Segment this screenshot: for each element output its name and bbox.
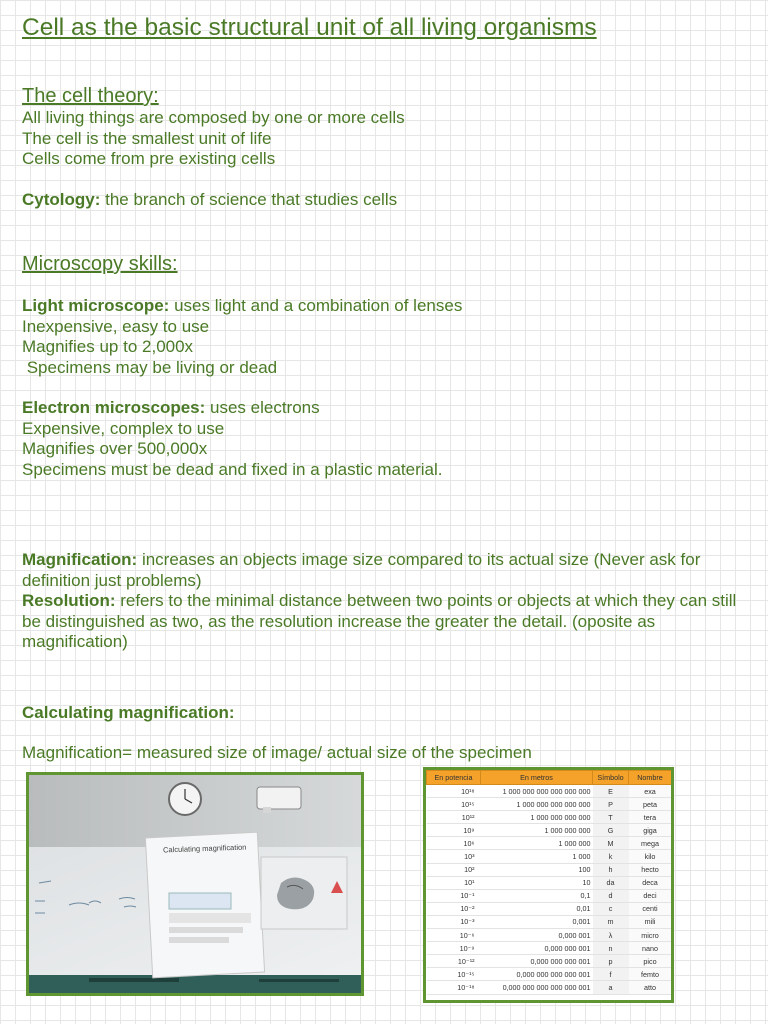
prefix-table: [426, 770, 672, 995]
magnification-term: Magnification:: [22, 550, 138, 569]
table-cell: 0,000 000 000 001: [481, 955, 593, 968]
table-row: [427, 798, 672, 811]
light-microscope-line: Magnifies up to 2,000x: [22, 337, 194, 356]
table-cell: 10⁻¹⁵: [427, 968, 481, 981]
table-cell: pico: [629, 955, 672, 968]
table-cell: 0,001: [481, 915, 593, 928]
table-cell: exa: [629, 785, 672, 798]
table-row: [427, 942, 672, 955]
table-cell: tera: [629, 811, 672, 824]
table-cell: deca: [629, 876, 672, 889]
table-cell: mega: [629, 837, 672, 850]
table-row: [427, 811, 672, 824]
table-cell: centi: [629, 902, 672, 915]
table-row: [427, 824, 672, 837]
cytology-text: the branch of science that studies cells: [100, 189, 398, 209]
table-row: [427, 889, 672, 902]
electron-microscope-line: Specimens must be dead and fixed in a plastic material.: [22, 459, 443, 479]
table-row: [427, 785, 672, 798]
table-cell: m: [593, 915, 629, 928]
table-cell: T: [593, 811, 629, 824]
table-cell: 1 000 000 000 000 000: [481, 798, 593, 811]
table-header-row: [427, 771, 672, 785]
cell-theory-heading: The cell theory:: [22, 85, 159, 107]
table-cell: h: [593, 863, 629, 876]
column-header: En metros: [481, 771, 593, 785]
table-row: [427, 981, 672, 994]
table-cell: 10⁻²: [427, 902, 481, 915]
table-cell: peta: [629, 798, 672, 811]
table-row: [427, 902, 672, 915]
magnification-formula: Magnification= measured size of image/ actual size of the specimen: [22, 743, 532, 762]
electron-microscope-definition: [22, 398, 752, 419]
table-cell: da: [593, 876, 629, 889]
table-cell: 0,000 000 000 000 000 001: [481, 981, 593, 994]
light-microscope-definition: [22, 296, 752, 317]
microscopy-heading: Microscopy skills:: [22, 253, 178, 275]
light-microscope-term: Light microscope:: [22, 296, 170, 315]
table-cell: 10⁻⁹: [427, 942, 481, 955]
table-cell: 1 000: [481, 850, 593, 863]
table-cell: 0,01: [481, 902, 593, 915]
table-row: [427, 850, 672, 863]
classroom-photo: [26, 772, 364, 996]
table-cell: nano: [629, 942, 672, 955]
calculating-heading: Calculating magnification:: [22, 702, 235, 722]
table-row: [427, 968, 672, 981]
light-microscope-line: Specimens may be living or dead: [22, 357, 278, 377]
table-cell: 10¹⁵: [427, 798, 481, 811]
table-cell: 10²: [427, 863, 481, 876]
table-cell: 10³: [427, 850, 481, 863]
table-cell: G: [593, 824, 629, 837]
clock-icon: [169, 783, 201, 815]
magnification-definition: [22, 550, 752, 591]
table-cell: 0,000 000 001: [481, 942, 593, 955]
table-cell: mili: [629, 915, 672, 928]
table-cell: a: [593, 981, 629, 994]
magnification-text: increases an objects image size compared to its actual size (Never ask for definition just problems): [22, 550, 701, 590]
cell-theory-line: All living things are composed by one or more cells: [22, 108, 405, 127]
table-cell: M: [593, 837, 629, 850]
table-row: [427, 915, 672, 928]
electron-microscope-term: Electron microscopes:: [22, 398, 206, 417]
table-cell: p: [593, 955, 629, 968]
table-cell: 100: [481, 863, 593, 876]
table-cell: 10⁻³: [427, 915, 481, 928]
table-row: [427, 929, 672, 942]
column-header: En potencia: [427, 771, 481, 785]
table-cell: 10⁻¹²: [427, 955, 481, 968]
electron-microscope-line: Expensive, complex to use: [22, 418, 225, 438]
table-cell: f: [593, 968, 629, 981]
classroom-photo-drawing: [29, 775, 361, 993]
table-cell: micro: [629, 929, 672, 942]
slide-title: Calculating magnification: [162, 842, 247, 855]
table-cell: kilo: [629, 850, 672, 863]
metric-prefix-table: [423, 767, 674, 1003]
resolution-text: refers to the minimal distance between two points or objects at which they can still be distinguished as two, as the resolution increase the greater the detail. (oposite as magnification): [22, 591, 737, 651]
note-page: [22, 12, 752, 764]
table-body: [427, 785, 672, 995]
table-cell: d: [593, 889, 629, 902]
table-cell: 1 000 000 000: [481, 824, 593, 837]
electron-microscope-line: Magnifies over 500,000x: [22, 439, 208, 458]
electron-microscope-text: uses electrons: [205, 398, 320, 417]
table-cell: λ: [593, 929, 629, 942]
table-cell: 10⁻⁶: [427, 929, 481, 942]
cell-theory-line: Cells come from pre existing cells: [22, 149, 276, 168]
table-cell: 10⁹: [427, 824, 481, 837]
table-cell: k: [593, 850, 629, 863]
table-cell: giga: [629, 824, 672, 837]
column-header: Nombre: [629, 771, 672, 785]
table-cell: femto: [629, 968, 672, 981]
table-cell: hecto: [629, 863, 672, 876]
table-row: [427, 876, 672, 889]
table-cell: c: [593, 902, 629, 915]
table-cell: 10¹: [427, 876, 481, 889]
table-row: [427, 863, 672, 876]
light-microscope-line: Inexpensive, easy to use: [22, 316, 210, 336]
cytology-definition: [22, 190, 752, 211]
table-cell: 10¹²: [427, 811, 481, 824]
resolution-definition: [22, 591, 752, 653]
table-cell: 1 000 000 000 000 000 000: [481, 785, 593, 798]
cell-theory-line: The cell is the smallest unit of life: [22, 128, 272, 148]
table-cell: n: [593, 942, 629, 955]
page-title: Cell as the basic structural unit of all living organisms: [22, 14, 597, 41]
table-cell: 10⁻¹: [427, 889, 481, 902]
table-cell: 0,000 001: [481, 929, 593, 942]
table-cell: 1 000 000: [481, 837, 593, 850]
table-cell: 0,000 000 000 000 001: [481, 968, 593, 981]
cytology-term: Cytology:: [22, 189, 101, 209]
table-cell: 10: [481, 876, 593, 889]
table-cell: 10⁻¹⁸: [427, 981, 481, 994]
column-header: Símbolo: [593, 771, 629, 785]
table-cell: 1 000 000 000 000: [481, 811, 593, 824]
table-cell: 0,1: [481, 889, 593, 902]
table-cell: E: [593, 785, 629, 798]
table-cell: 10⁶: [427, 837, 481, 850]
table-cell: atto: [629, 981, 672, 994]
specimen-picture: [277, 877, 314, 909]
light-microscope-text: uses light and a combination of lenses: [169, 296, 463, 315]
projector-icon: [257, 787, 301, 813]
table-cell: 10¹⁸: [427, 785, 481, 798]
table-row: [427, 837, 672, 850]
table-cell: P: [593, 798, 629, 811]
table-cell: deci: [629, 889, 672, 902]
resolution-term: Resolution:: [22, 591, 116, 610]
table-row: [427, 955, 672, 968]
